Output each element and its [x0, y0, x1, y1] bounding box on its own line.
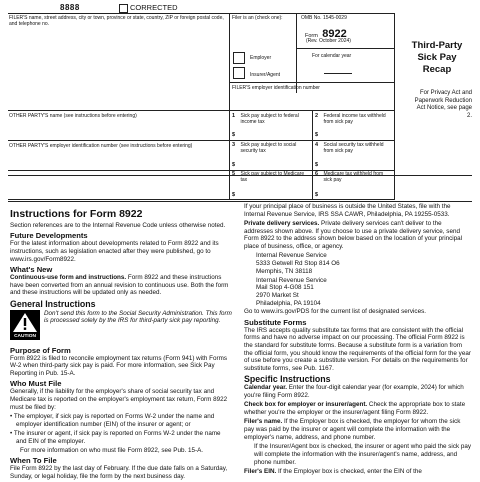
address-intro: If your principal place of business is outside the United States, file with the Internal Revenue Service, IRS SSA CAWR, Philadelphia, PA 19255-0533. [244, 203, 451, 218]
insurer-agent-text: If the Insurer/Agent box is checked, the insurer or agent who paid the sick pay will complete the information with the insurer/agent's name, address, and phone number. [254, 443, 472, 466]
box-3[interactable] [232, 142, 310, 154]
box-6-dollar: $ [315, 192, 318, 198]
corrected-checkbox[interactable] [119, 4, 128, 13]
calendar-year-bold: Calendar year. [244, 384, 288, 392]
calendar-year-label: For calendar year [312, 53, 352, 59]
box-4[interactable] [315, 142, 393, 154]
caution-text: Don't send this form to the Social Security Administration. This form is processed solely by the IRS for third-party sick pay reporting. [44, 309, 232, 325]
addr1-line3: Memphis, TN 38118 [256, 267, 313, 275]
filers-ein-text [244, 468, 472, 476]
whats-new-text [10, 274, 232, 297]
insurer-agent-checkbox[interactable] [233, 67, 245, 79]
void-code: 8888 [60, 3, 80, 12]
filers-name-text [244, 418, 472, 441]
addr2-line4: Philadelphia, PA 19104 [256, 299, 321, 307]
filer-type-label: Filer is an (check one): [232, 15, 283, 21]
private-delivery-body: Private delivery services can't deliver to the addresses shown above. If you choose to use a private delivery service, send Form 8922 to the address shown below based on the location of your principal place of business, office, or agency. [244, 220, 463, 251]
box-5-dollar: $ [232, 192, 235, 198]
calendar-year-field[interactable] [324, 73, 352, 74]
future-developments-heading: Future Developments [10, 231, 88, 241]
filer-name-field[interactable]: FILER'S name, street address, city or town, province or state, country, ZIP or foreign postal code, and telephone no. [9, 15, 224, 27]
instructions-left-column [10, 208, 232, 482]
omb-number: OMB No. 1545-0029 [301, 15, 347, 21]
who-must-file-text: Generally, if the liability for the employer's share of social security tax and Medicare tax is reported on the employer's employment tax return, Form 8922 must be filed by: [10, 388, 228, 411]
form-word: Form [305, 33, 318, 39]
intro-text: Section references are to the Internal Revenue Code unless otherwise noted. [10, 222, 226, 229]
box-3-label: Sick pay subject to social security tax [240, 142, 297, 154]
purpose-heading: Purpose of Form [10, 345, 71, 355]
box-2-label: Federal income tax withheld from sick pay [323, 113, 386, 125]
filer-ein-field[interactable]: FILER'S employer identification number [232, 85, 320, 91]
check-box-body: Check the appropriate box to state whether you're the employer or the insurer/agent filing Form 8922. [244, 401, 466, 417]
title-line-2: Sick Pay [417, 52, 457, 63]
box-6[interactable] [315, 171, 393, 183]
corrected-label: CORRECTED [130, 3, 178, 12]
insurer-agent-label: Insurer/Agent [250, 72, 281, 78]
address-block-2 [244, 277, 472, 308]
box-2[interactable] [315, 113, 393, 125]
filers-name-body: If the Employer box is checked, the employer for whom the sick pay was paid by the insurer or agent will complete the information with the employer's name, address, and phone number. [244, 418, 461, 441]
box-4-dollar: $ [315, 162, 318, 168]
whats-new-bold: Continuous-use form and instructions. [10, 274, 127, 281]
box-1-label: Sick pay subject to federal income tax [240, 113, 299, 125]
private-delivery-bold: Private delivery services. [244, 220, 320, 227]
box-3-dollar: $ [232, 162, 235, 168]
box-1[interactable] [232, 113, 310, 125]
addr1-line1: Internal Revenue Service [256, 252, 327, 260]
calendar-year-body: Enter the four-digit calendar year (for example, 2024) for which you're filing Form 8922. [244, 384, 464, 400]
box-6-label: Medicare tax withheld from sick pay [323, 171, 384, 183]
addr1-line2: 5333 Getwell Rd Stop 814 O6 [256, 260, 340, 268]
filers-ein-bold: Filer's EIN. [244, 467, 277, 475]
employer-label: Employer [250, 55, 272, 61]
addr2-line1: Internal Revenue Service [256, 276, 327, 284]
revision-date: (Rev. October 2024) [306, 38, 351, 44]
caution-icon [10, 310, 40, 340]
whats-new-heading: What's New [10, 265, 53, 274]
check-box-text [244, 401, 472, 416]
instructions-right-column [244, 203, 472, 477]
when-to-file-heading: When To File [10, 456, 57, 466]
filers-ein-body: If the Employer box is checked, enter the EIN of the [276, 467, 422, 475]
caution-block [10, 310, 232, 344]
box-1-dollar: $ [232, 132, 235, 138]
address-block-1 [244, 252, 472, 275]
box-5[interactable] [232, 171, 310, 183]
privacy-notice: For Privacy Act and Paperwork Reduction Act Notice, see page 2. [414, 90, 472, 119]
other-party-name-field[interactable]: OTHER PARTY'S name (see instructions before entering) [9, 113, 137, 119]
private-delivery-text [244, 220, 472, 251]
substitute-forms-heading: Substitute Forms [244, 317, 307, 327]
box-6-num: 6 [315, 171, 319, 177]
whats-new-body: Form 8922 and these instructions have been converted from an annual revision to continuous use. Both the form and these instructions will be updated only as needed. [10, 274, 229, 297]
pds-link-text: Go to www.irs.gov/PDS for the current list of designated services. [244, 308, 426, 316]
box-4-label: Social security tax withheld from sick pay [323, 142, 384, 154]
box-1-num: 1 [232, 113, 236, 119]
caution-label: CAUTION [14, 333, 36, 339]
other-party-ein-field[interactable]: OTHER PARTY'S employer identification number (see instructions before entering) [9, 143, 193, 149]
substitute-forms-text: The IRS accepts quality substitute tax forms that are consistent with the official forms and have no adverse impact on our processing. The official Form 8922 is the standard for substitute forms. Because a substitute form is a variation from the official form, you should know the requirements of the official form for the year of use before you create a substitute version. For details on the requirements for substitute forms, see Pub. 1167. [244, 326, 471, 373]
box-5-label: Sick pay subject to Medicare tax [240, 171, 305, 183]
form-number: 8922 [322, 28, 347, 40]
specific-instructions-heading: Specific Instructions [244, 374, 331, 385]
who-must-file-heading: Who Must File [10, 379, 62, 389]
future-developments-text: For the latest information about developments related to Form 8922 and its instructions, such as legislation enacted after they were published, go to www.irs.gov/Form8922. [10, 240, 219, 263]
check-box-bold: Check box for employer or insurer/agent. [244, 401, 368, 409]
who-bullet-2: • The insurer or agent, if sick pay is reported on Forms W-2 under the name and EIN of the employer. [10, 430, 221, 445]
general-instructions-heading: General Instructions [10, 298, 96, 309]
box-5-num: 5 [232, 171, 236, 177]
purpose-text: Form 8922 is filed to reconcile employment tax returns (Form 941) with Forms W-2 when third-party sick pay is paid. For more information, see Sick Pay Reporting in Pub. 15-A. [10, 354, 227, 378]
box-4-num: 4 [315, 142, 319, 148]
form-title [397, 40, 477, 76]
box-2-dollar: $ [315, 132, 318, 138]
employer-checkbox[interactable] [233, 52, 245, 64]
title-line-3: Recap [422, 64, 452, 75]
calendar-year-text [244, 384, 472, 399]
instructions-title: Instructions for Form 8922 [10, 208, 143, 220]
filers-name-bold: Filer's name. [244, 418, 283, 426]
title-line-1: Third-Party [411, 40, 463, 51]
when-to-file-text: File Form 8922 by the last day of February. If the due date falls on a Saturday, Sunday, or legal holiday, file the form by the next business day. [10, 465, 228, 481]
box-3-num: 3 [232, 142, 236, 148]
addr2-line2: Mail Stop 4-G08 151 [256, 284, 314, 292]
warning-triangle-icon [10, 311, 40, 333]
addr2-line3: 2970 Market St [256, 291, 299, 299]
box-2-num: 2 [315, 113, 319, 119]
who-bullet-1: • The employer, if sick pay is reported on Forms W-2 under the name and employer identification number (EIN) of the insurer or agent; or [10, 413, 215, 428]
who-more-text: For more information on who must file Form 8922, see Pub. 15-A. [20, 447, 204, 455]
